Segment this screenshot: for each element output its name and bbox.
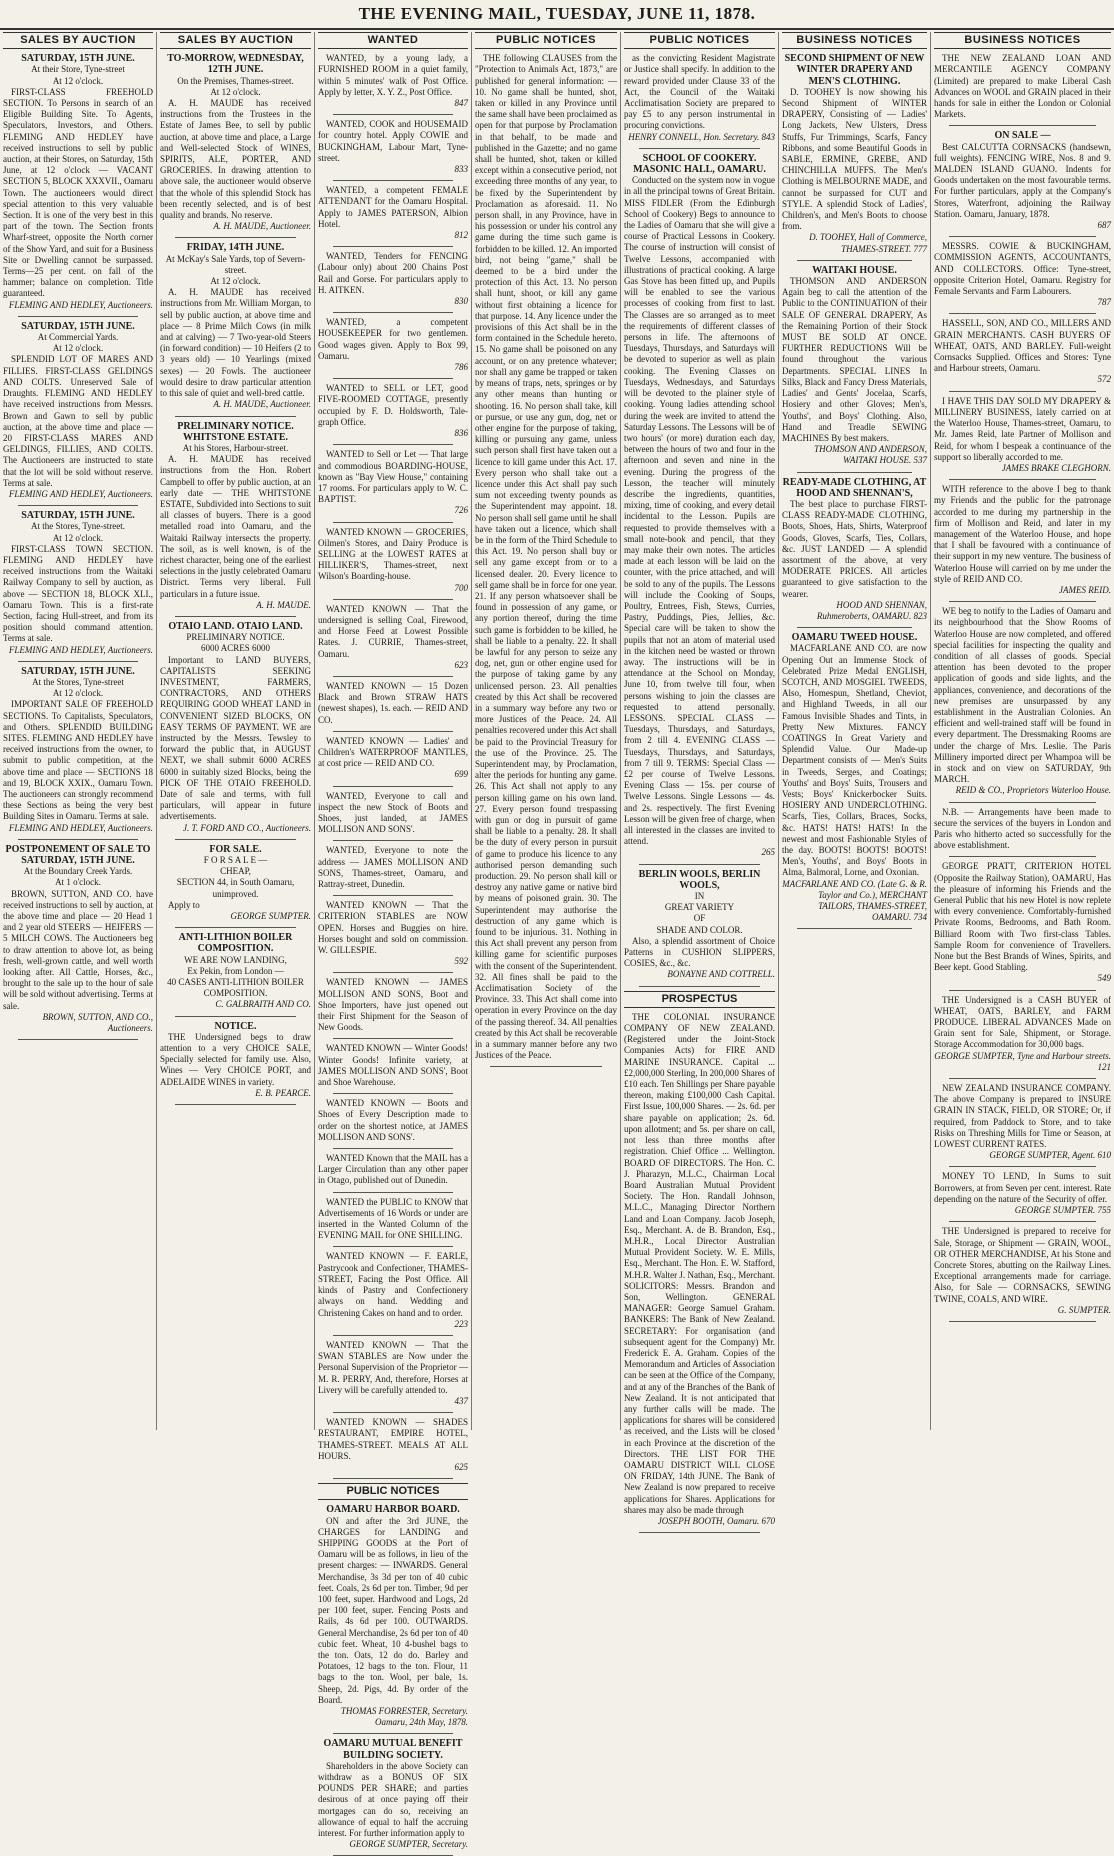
ad-title: NOTICE. [214,1020,257,1032]
ad-body: THE COLONIAL INSURANCE COMPANY OF NEW ZEALAND. (Registered under the Joint-Stock Companies Acts) for FIRE AND MARINE INSURANCE. Capital ... £2,000,000 Sterling, In 200,000 Shares of £10 each. Ten Shillings per Share payable thereon, making £100,000 Cash Capital. First Issue, 100,000 Shares. — 2s. 6d. per share payable on application; 2s. 6d. upon allotment; and 5s. per share on call, not less than three months after registration. Chief Office ... Wellington. BOARD OF DIRECTORS. The Hon. C. J. Pharazyn, M.L.C., Chairman Local Board Australian Mutual Provident Society. The Hon. Randall Johnson, M.L.C., Managing Director Northern Land and Loan Company. Jacob Joseph, Esq., Merchant. A. de B. Brandon, Esq., M.H.R., Local Director Australian Mutual Provident Society. W. E. Mills, Esq., Merchant. The Hon. E. W. Stafford, M.H.R. Walter J. Nathan, Esq., Merchant. SOLICITORS: Messrs. Brandon and Son, Wellington. GENERAL MANAGER: George Samuel Graham. BANKERS: The Bank of New Zealand. SECRETARY: For organisation (and subsequent agent for the Company) Mr. Frederick E. A. Graham. Copies of the Memorandum and Articles of Association can be seen at the Office of the Company, and at any of the Branches of the Bank of New Zealand. It is not anticipated that any further calls will be made. The applications for shares will be considered as received, and the Lists will be closed in each Province at the discretion of the Directors. THE LIST FOR THE OAMARU DISTRICT WILL CLOSE ON FRIDAY, 14th JUNE. The Bank of New Zealand is now prepared to receive applications for Shares. Applications for shares may also be made through [624,1011,775,1515]
ad-line: Ex Pekin, from London — [187,965,284,976]
ad-body: IMPORTANT SALE OF FREEHOLD SECTIONS. To Capitalists, Speculators, and Others. SPLENDID BUILDING SITES. FLEMING AND HEDLEY have received instructions from the owner, to submit to public competition, at the above time and place — SECTIONS 18 and 19, BLOCK XXIX., Oamaru Town. The auctioneers can strongly recommend these Sections as being the very best Building Sites in Oamaru. Terms at sale. [3,699,153,822]
ad-title: SATURDAY, 15TH JUNE. [21,53,135,65]
ad-body: BROWN, SUTTON, AND CO. have received instructions to sell by auction, at the above time and place — 20 Head 1 and 2 year old STEERS — HEIFERS — 5 MILCH COWS. The Auctioneers beg to draw attention to above lot, as being fresh, well-grown cattle, and well worth looking after. All Cattle, Horses, &c., brought to the sale up to the hour of sale will be sold without advertising. Terms at sale. [3,888,153,1011]
ad-body: WANTED, a competent HOUSEKEEPER for two gentlemen. Good wages given. Apply to Box 99, Oamaru. [318,317,468,361]
ad-title: FRIDAY, 14TH JUNE. [186,242,285,254]
ad-divider [175,416,296,417]
ad-line: At 12 o'clock. [210,86,261,97]
ad-divider [639,148,760,149]
ad-line: At 12 o'clock. [52,343,104,354]
ad-signature: 786 [454,362,468,373]
ad-body: WANTED, Everyone to call and inspect the new Stock of Boots and Shoes, just landed, at JAMES MOLLISON AND SONS'. [318,790,468,835]
column-public-notices-1 [472,32,621,1430]
ad-signature: 833 [454,164,468,175]
advertisement [318,1043,468,1088]
ad-title: BERLIN WOOLS, BERLIN WOOLS, [638,868,761,891]
ad-signature: THOMSON AND ANDERSON, WAITAKI HOUSE. 537 [814,444,927,466]
column-public-notices-2 [621,32,779,1526]
ad-divider [949,313,1096,314]
advertisement [624,1012,775,1527]
ad-title: WAITAKI HOUSE. [812,264,897,276]
ad-signature: THOMAS FORRESTER, Secretary. Oamaru, 24th May, 1878. [340,1706,468,1728]
ad-divider [333,1478,453,1479]
ad-body: NEW ZEALAND INSURANCE COMPANY. The above Company is prepared to INSURE GRAIN IN STACK, FIELD, OR STORE; Or, if required, from Paddock to Store, and to take Risks on Threshing Mills for Time or Season, at LOWEST CURRENT RATES. [934,1083,1111,1150]
ad-signature: GEORGE SUMPTER, Agent. 610 [989,1150,1111,1161]
ad-signature: JOSEPH BOOTH, Oamaru. 670 [657,1516,775,1526]
ad-divider [333,246,453,247]
ad-body: WANTED KNOWN — SHADES RESTAURANT, EMPIRE HOTEL, THAMES-STREET. MEALS AT ALL HOURS. [318,1417,468,1461]
column-business-notices-2 [931,32,1114,1430]
ad-line: At 12 o'clock. [210,276,261,287]
ad-signature: JAMES REID. [1059,584,1111,595]
ad-divider [949,802,1096,803]
advertisement [3,844,153,1034]
advertisement [934,606,1111,796]
ad-signature: C. GALBRAITH AND CO. [215,999,311,1010]
ad-signature: J. T. FORD AND CO., Auctioneers. [183,822,311,833]
ad-line: SECTION 44, in South Oamaru, unimproved. [176,877,295,899]
column-heading: BUSINESS NOTICES [934,32,1111,49]
ad-body: SPLENDID LOT OF MARES AND FILLIES. FIRST-CLASS GELDINGS AND COLTS. Unreserved Sale of Draughts. FLEMING AND HEDLEY have received instructions from Messrs. Brown and Gawn to sell by public auction, at the above time and place — 20 FIRST-CLASS MARES AND GELDINGS, FILLIES, AND COLTS. The Auctioneers are instructed to state that the lot will be sold without reserve. Terms at sale. [3,354,153,488]
ad-signature: REID & CO., Proprietors Waterloo House. [955,785,1111,796]
advertisement [624,53,775,143]
ad-divider [333,1192,453,1193]
ad-line: At Commercial Yards. [37,332,119,343]
ad-title: OAMARU MUTUAL BENEFIT BUILDING SOCIETY. [323,1738,463,1761]
advertisement [3,666,153,834]
advertisement [475,53,617,1061]
ad-body: MESSRS. COWIE & BUCKINGHAM, COMMISSION AGENTS, ACCOUNTANTS, AND COLLECTORS. Office: Tyne-street, opposite Criterion Hotel, Oamaru. Registry for Female Servants and Farm Labourers. [934,241,1111,297]
ad-signature: 687 [1097,220,1111,231]
ad-body: WITH reference to the above I beg to thank my Friends and the public for the patronage accorded to me during my partnership in the firm of Mollison and Reid, and later in my management of the Waterloo House, and hope that I shall be favoured with a continuance of their support in my new venture. The business of Waterloo House will carried on by me under the style of REID AND CO. [934,484,1111,584]
advertisement [318,736,468,781]
ad-body: as the convicting Resident Magistrate or Justice shall specify. In addition to the reward provided under Clause 33 of the Act, the Council of the Waitaki Acclimatisation Society are prepared to pay £5 to any person instrumental in procuring convictions. [624,53,775,131]
advertisement [318,791,468,836]
ad-signature: HENRY CONNELL, Hon. Secretary. 843 [628,131,775,142]
ad-body: I HAVE THIS DAY SOLD MY DRAPERY & MILLINERY BUSINESS, lately carried on at the Waterloo House, Thames-street, Oamaru, to Mr. James Reid, late Partner of Mollison and Reid, for whom I bespeak a continuance of the support so liberally accorded to me. [934,395,1111,462]
ad-line: At 12 o'clock. [52,688,104,699]
advertisement [934,1083,1111,1161]
ad-body: WANTED KNOWN — That the undersigned is selling Coal, Firewood, and Horse Feed at Lowest Possible Rates. J. CURRIE, Thames-street, Oamaru. [318,603,468,659]
ad-body: Shareholders in the above Society can withdraw as a BONUS OF SIX POUNDS PER SHARE; and parties desirous of at once paying off their mortgages can do so, receiving an allowance of equal to half the accruing interest. For further information apply to [318,1760,468,1839]
ad-signature: 830 [454,296,468,307]
ad-body: WANTED KNOWN — Winter Goods! Winter Goods! Infinite variety, at JAMES MOLLISON AND SONS', Boot and Shoe Warehouse. [318,1043,468,1088]
advertisement [3,53,153,311]
ad-body: A. H. MAUDE has received instructions from the Trustees in the Estate of James Bee, to sell by public auction, at above time and place, a Large and Well-selected Stock of WINES, SPIRITS, ALE, PORTER, AND GROCERIES. In drawing attention to above sale, the auctioneer would observe that the whole of this splendid Stock has been recently selected, and is of best quality and brands. No reserve. [160,98,311,221]
ad-line: PRELIMINARY NOTICE. [186,632,285,643]
ad-signature: 625 [454,1461,468,1472]
advertisement [160,242,311,410]
ad-body: D. TOOHEY Is now showing his Second Shipment of WINTER DRAPERY, Consisting of — Ladies' Long Jackets, New Ulsters, Dress Stuffs, Fur Trimmings, Scarfs, Fancy Ribbons, and some Beautiful Goods in SABLE, ERMINE, GREBE, AND CHINCHILLA MUFFS. The Men's Clothing is MELBOURNE MADE, and cannot be surpassed for CUT and STYLE. A splendid Stock of Ladies', Children's, and Men's Boots to choose from. [782,86,927,232]
ad-line: On the Premises, Thames-street. [177,75,294,86]
ad-divider [639,864,760,865]
advertisement [318,251,468,307]
ad-divider [333,1093,453,1094]
ad-title: READY-MADE CLOTHING, AT HOOD AND SHENNAN'S, [782,476,927,499]
ad-title: SCHOOL OF COOKERY. MASONIC HALL, OAMARU. [633,152,766,176]
ad-divider [949,990,1096,991]
ad-body: WE beg to notify to the Ladies of Oamaru and its neighbourhood that the Show Rooms of Waterloo House are now completed, and offered special facilities for inspecting the quality and condition of all classes of goods. Special attention has been devoted to the proper application of goods and side lights, and the appliances, convenience, and decorations of the new premises are unsurpassed by any establishment in the Australian Colonies. An efficient and well-trained staff will be found in every department. The Dressmaking Rooms are under the charge of Mrs. Leslie. The Paris Millinery imported direct per Whampoa will be in stock and on view on SATURDAY, 9th MARCH. [934,606,1111,785]
column-sales-by-auction-1 [0,32,157,1430]
ad-title: SATURDAY, 15TH JUNE. [21,665,135,677]
ad-divider [18,1039,138,1040]
ad-signature: E. B. PEARCE. [255,1087,311,1098]
ad-divider [949,125,1096,126]
ad-body: FIRST-CLASS FREEHOLD SECTION. To Persons in search of an Eligible Building Site. To Agents, Speculators, Investors, and Others. FLEMING AND HEDLEY have received instructions to sell by public auction, at their Stores, on Saturday, 15th June, at 12 o'clock — VACANT SECTION 5, BLOCK XXXVII., Oamaru Town. The auctioneers would direct special attention to this very valuable Section. It is one of the very best in this part of the town. The Section fronts Wharf-street, opposite the North corner of the Show Yard, and suit for a Business Site or Dwelling cannot be surpassed. Terms—25 per cent. on fall of the hammer; balance on completion. Title guaranteed. [3,86,153,299]
advertisement [318,317,468,373]
ad-divider [949,479,1096,480]
advertisement [318,1153,468,1187]
advertisement [160,421,311,611]
ad-body: THE Undersigned is prepared to receive for Sale, Storage, or Shipment — GRAIN, WOOL, OR OTHER MERCHANDISE, At his Stone and Concrete Stores, abutting on the Railway Lines. Exceptional arrangements made for carriage. Also, for Sale — CORNSACKS, SEWING TWINE, COALS, AND WIRE. [934,1226,1111,1304]
ad-line: At his Stores, Harbour-street. [182,442,289,453]
ad-signature: GEORGE SUMPTER, Tyne and Harbour streets. 121 [934,1050,1111,1072]
ad-body: MACFARLANE AND CO. are now Opening Out an Immense Stock of Celebrated Prize Medal ENGLISH, SCOTCH, AND MOSGIEL TWEEDS, Also, Homespun, Shetland, Cheviot, and Highland Tweeds, in all our Famous Invisible Shades and Tints, in Pretty New Mixtures. FANCY COATINGS In Great Variety and Splendid Value. Our Made-up Department consists of — Men's Suits in Tweeds, Serges, and Coatings; Youths' and Boys' Suits, Trousers and Vests; Boys' Knickerbocker Suits. HOSIERY AND UNDERCLOTHING. Scarfs, Ties, Collars, Braces, Socks, &c. HATS! HATS! HATS! In the newest and most Fashionable Styles of the day. BOOTS! BOOTS! BOOTS! Men's, Youths', and Boys' Boots in Alma, Balmoral, Lorne, and Oxonian. [782,643,927,878]
advertisement [934,861,1111,984]
ad-signature: 437 [454,1395,468,1406]
ad-line: CHEAP, [220,866,251,877]
ad-divider [333,522,453,523]
advertisement [318,681,468,726]
advertisement [934,1226,1111,1316]
ad-signature: 223 [454,1318,468,1329]
ad-divider [797,472,912,473]
ad-body: Also, a splendid assortment of Choice Patterns in CUSHION SLIPPERS, COSIES, &c., &c. [624,935,775,969]
ad-divider [333,180,453,181]
masthead: THE EVENING MAIL, TUESDAY, JUNE 11, 1878. [0,0,1114,30]
advertisement [782,477,927,623]
ad-body: WANTED KNOWN — That the CRITERION STABLES are NOW OPEN. Horses and Buggies on hire. Horses bought and sold on commission. W. GILLESPIE. [318,900,468,956]
advertisement [934,1171,1111,1216]
ad-divider [333,1148,453,1149]
ad-body: THE Undersigned begs to draw attention to a very CHOICE SALE, Specially selected for family use. Also, Wines — Very CHOICE PORT, and ADELAIDE WINES in variety. [160,1031,311,1087]
ad-signature: GEORGE SUMPTER. 755 [1014,1205,1111,1216]
advertisement [318,977,468,1033]
advertisement [318,1340,468,1407]
column-heading: PUBLIC NOTICES [475,32,617,49]
ad-signature: JAMES BRAKE CLEGHORN. [1001,462,1111,473]
ad-body: HASSELL, SON, AND CO., MILLERS AND GRAIN MERCHANTS. CASH BUYERS OF WHEAT, OATS, AND BARLEY. Full-weight Cornsacks Supplied. Offices and Stores: Tyne and Harbour streets, Oamaru. [934,318,1111,374]
ad-line: At the Stores, Tyne-street [32,676,124,687]
ad-title: SATURDAY, 15TH JUNE. [21,510,135,522]
advertisement [782,632,927,923]
ad-title: TO-MORROW, WEDNESDAY, 12TH JUNE. [167,53,304,76]
ad-body: THE NEW ZEALAND LOAN AND MERCANTILE AGENCY COMPANY (Limited) are prepared to make Liberal Cash Advances on WOOL and GRAIN placed in their hands for sale in either the London or Colonial Markets. [934,53,1111,120]
ad-divider [949,236,1096,237]
ad-body: WANTED to SELL or LET, good FIVE-ROOMED COTTAGE, presently occupied by F. D. Holdsworth, Tale-graph Office. [318,383,468,427]
ad-signature: A. H. MAUDE, Auctioneer. [213,221,311,232]
ad-signature: A. H. MAUDE. [256,599,311,610]
ad-body: Conducted on the system now in vogue in all the principal towns of Great Britain. MISS FIDLER (From the Edinburgh School of Cookery) Begs to announce to the Ladies of Oamaru that she will give a course of Practical Lessons in Cookery. The course of instruction will consist of Twelve Lessons, accompanied with illustrations of practical cooking. A large Gas Stove has been fitted up, and Pupils will be enabled to see the various processes of cooking from first to last. The Classes are so arranged as to meet the requirements of different classes of persons in life. The afternoons of Tuesdays, Thursdays, and Saturdays will be devoted to superior as well as plain cooking. The Evening Classes on Tuesdays, Wednesdays, and Saturdays will be devoted to the plainer style of cooking. Young ladies attending school during the week are invited to attend the Saturday Lessons. The Lessons will be of two hours' (or more) duration each day, between the hours of two and four in the afternoon and seven and nine in the evening. During the progress of the Lesson, the teacher will minutely describe the ingredients, quantities, mixing, time of cooking, and every detail incidental to the Lesson. Pupils are requested to provide themselves with a small note-book and pencil, that they may make their own notes. The articles made at each lesson will be laid on the counter, with the price attached, and will be sold to any of the pupils. The Lessons will include the Cooking of Soups, Poultry, Entrees, Fish, Stews, Curries, Pastry, Puddings, Pies, Jellies, &c. Special care will be taken to show the pupils that not an atom of material used in the kitchen need be wasted or thrown away. The instructions will be in attendance at the School on Monday, June 10, from twelve till four, when persons wishing to join the classes are requested to attend personally. LESSONS. SPECIAL CLASS — Tuesdays, Thursdays, and Saturdays, from 2 till 4. EVENING CLASS — Tuesdays, Thursdays, and Saturdays, from 7 till 9. TERMS: Special Class — £2 per course of Twelve Lessons. Evening Class — 15s. per course of Twelve Lessons. Single Lessons — 4s. and 2s. respectively. The first Evening Lesson will be given free of charge, when all interested in the classes are invited to attend. [624,175,775,847]
ad-body: THE Undersigned is a CASH BUYER of WHEAT, OATS, BARLEY, and FARM PRODUCE. LIBERAL ADVANCES Made on Grain sent for Sale, Shipment, or Storage. Storage Accommodation for 30,000 bags. [934,994,1111,1050]
ad-body: MONEY TO LEND, In Sums to suit Borrowers, at from Seven per cent. interest. Rate depending on the nature of the Security of offer. [934,1171,1111,1204]
advertisement [318,527,468,594]
ad-signature: BONAYNE AND COTTRELL. [667,969,775,980]
advertisement [624,869,775,981]
ad-title: OTAIO LAND. OTAIO LAND. [168,620,303,632]
advertisement [934,484,1111,596]
ad-divider [175,237,296,238]
ad-line: WE ARE NOW LANDING, [184,954,287,965]
ad-line: GREAT VARIETY [664,902,735,913]
ad-divider [18,839,138,840]
ad-signature: FLEMING AND HEDLEY, Auctioneers. [8,644,153,655]
advertisement [318,1504,468,1728]
ad-divider [333,114,453,115]
ad-signature: A. H. MAUDE, Auctioneer. [213,399,311,410]
ad-signature: 847 [454,98,468,109]
ad-line: At 12 o'clock. [52,532,104,543]
ad-signature: 700 [454,582,468,593]
ad-body: WANTED KNOWN — Boots and Shoes of Every Description made to order on the shortest notice, at JAMES MOLLISON AND SONS'. [318,1098,468,1142]
ad-body: WANTED, COOK and HOUSEMAID for country hotel. Apply COWIE and BUCKINGHAM, Labour Mart, Tyne-street. [318,119,468,163]
ad-body: GEORGE PRATT, CRITERION HOTEL (Opposite the Railway Station), OAMARU, Has the pleasure of informing his Friends and the General Public that his new Hotel is now replete with every convenience. Comfortably-furnished Private Rooms, Bedrooms, and Bath Room. Billiard Room with Two first-class Tables. Sample Room for convenience of Travellers. None but the Best Brands of Wines, Spirits, and Beer kept. Good Stabling. [934,861,1111,973]
ad-divider [175,927,296,928]
ad-divider [949,601,1096,602]
ad-title: FOR SALE. [209,843,262,855]
ad-divider [333,312,453,313]
ad-divider [949,391,1096,392]
ad-body: WANTED KNOWN — That the SWAN STABLES are Now under the Personal Supervision of the Proprietor — M. R. PERRY, And, therefore, Horses at Livery will be carefully attended to. [318,1339,468,1395]
ad-signature: 787 [1097,297,1111,308]
ad-body: WANTED, by a young lady, a FURNISHED ROOM in a quiet family, within 5 minutes' walk of Post Office. Apply by letter, X. Y. Z., Post Office. [318,53,468,97]
ad-divider [949,1166,1096,1167]
advertisement [934,241,1111,308]
ad-body: WANTED, a competent FEMALE ATTENDANT for the Oamaru Hospital. Apply to JAMES PATERSON, Albion Hotel. [318,185,468,229]
advertisement [318,53,468,109]
ad-title: SATURDAY, 15TH JUNE. [21,320,135,332]
ad-divider [333,1412,453,1413]
ad-line: SHADE AND COLOR. [656,924,743,935]
advertisement [160,621,311,834]
advertisement [318,845,468,890]
ad-divider [797,928,912,929]
ad-divider [18,661,138,662]
ad-line: F O R S A L E — [203,855,268,866]
ad-body: WANTED Known that the MAIL has a Larger Circulation than any other paper in Otago, published out of Dunedin. [318,1153,468,1186]
column-heading: WANTED [318,32,468,49]
ad-divider [333,378,453,379]
advertisement [934,53,1111,120]
ad-signature: FLEMING AND HEDLEY, Auctioneers. [8,822,153,833]
advertisement [318,1417,468,1473]
advertisement [318,119,468,175]
ad-title: PRELIMINARY NOTICE. WHITSTONE ESTATE. [177,420,294,443]
ad-title: OAMARU TWEED HOUSE. [791,632,918,644]
ad-line: OF [693,913,706,924]
advertisement [318,449,468,516]
ad-signature: 836 [454,428,468,439]
advertisement [782,53,927,255]
ad-divider [333,895,453,896]
ad-signature: MACFARLANE AND CO. (Late G. & R. Taylor and Co.), MERCHANT TAILORS, THAMES-STREET, OAMARU. 734 [782,878,927,923]
ad-divider [333,1038,453,1039]
advertisement [318,383,468,439]
column-business-notices-1 [779,32,931,1430]
ad-title: POSTPONEMENT OF SALE TO SATURDAY, 15TH JUNE. [5,843,151,867]
advertisement [3,510,153,656]
column-heading: BUSINESS NOTICES [782,32,927,49]
ad-signature: FLEMING AND HEDLEY, Auctioneers. [8,299,153,310]
advertisement [160,844,311,922]
ad-signature: GEORGE SUMPTER, Secretary. [349,1839,468,1850]
advertisement [318,900,468,967]
advertisement [782,265,927,467]
column-wanted [315,32,472,1850]
columns [0,32,1114,1850]
ad-signature: 699 [454,769,468,780]
ad-body: WANTED to Sell or Let — That large and commodious BOARDING-HOUSE, known as "Bay View House," containing 17 rooms. For particulars apply to W. C. BAPTIST. [318,449,468,505]
ad-body: Important to LAND BUYERS, CAPITALISTS SEEKING INVESTMENT, FARMERS, CONTRACTORS, AND OTHERS REQUIRING GOOD WHEAT LAND in CONVENIENT SIZED BLOCKS, ON EASY TERMS OF PAYMENT. WE are instructed by the Messrs. Tewsley to forward the public that, in AUGUST NEXT, we shall submit 6000 ACRES 6000 in suitably sized Blocks, being the PICK OF THE OTAIO FREEHOLD. Date of sale and terms, with full particulars, will appear in future advertisements. [160,654,311,822]
ad-divider [333,1733,453,1734]
ad-divider [333,444,453,445]
ad-body: A. H. MAUDE has received instructions from the Hon. Robert Campbell to offer by public auction, at an early date — THE WHITSTONE ESTATE, Subdivided into Sections to suit all classes of buyers. There is a good metalled road into Oamaru, and the Waitaki Railway intersects the property. The soil, as is well known, is of the richest character, being one of the earliest selections in the justly celebrated Oamaru District. Terms very liberal. Full particulars in a future issue. [160,454,311,599]
ad-divider [949,856,1096,857]
ad-divider [639,1532,760,1533]
ad-divider [175,839,296,840]
ad-line: At 1 o'clock. [55,877,101,888]
ad-signature: FLEMING AND HEDLEY, Auctioneers. [8,488,153,499]
ad-divider [490,1066,602,1067]
advertisement [934,396,1111,474]
ad-body: A. H. MAUDE has received instructions from Mr. William Morgan, to sell by public auction, at above time and place — 8 Prime Milch Cows (in milk and at calving) — 7 Two-year-old Steers (in forward condition) — 10 Heifers (2 to 3 years old) — 10 Yearlings (mixed sexes) — 20 Fowls. The auctioneer would desire to draw particular attention to this sale of quiet and well-bred cattle. [160,287,311,399]
advertisement [160,1021,311,1099]
ad-line: At 12 o'clock. [52,75,104,86]
ad-divider [333,840,453,841]
ad-signature: 592 [454,956,468,967]
ad-divider [949,1321,1096,1322]
ad-body: WANTED KNOWN — Ladies' and Children's WATERPROOF MANTLES, at cost price — REID AND CO. [318,735,468,769]
advertisement [318,1197,468,1242]
column-heading: SALES BY AUCTION [160,32,311,49]
ad-body: Apply to [168,899,200,910]
advertisement [934,807,1111,852]
ad-divider [175,1016,296,1017]
ad-title: ANTI-LITHION BOILER COMPOSITION. [178,932,293,955]
ad-body: WANTED, Everyone to note the address — JAMES MOLLISON AND SONS, Thames-street, Oamaru, and Rattray-street, Dunedin. [318,845,468,889]
ad-line: IN [694,891,705,902]
ad-body: THE following CLAUSES from the "Protection to Animals Act, 1873," are published for general information: — 10. No game shall be hunted, shot, taken or killed in any Province until the same shall have been proclaimed as open for that purpose by Proclamation in that behalf, to be made and published in the Gazette; and no game shall be hunted, shot, taken or killed except within a consecutive period, not exceeding three months of any year, to be fixed by the Superintendent by Proclamation as aforesaid. 11. No person shall, in any Province, have in his possession or under his control any game during the time such game is forbidden to be killed. 12. An imported bird, not being "game," shall be deemed to be a bird under the protection of this Act. 13. No person shall hunt, shoot, or kill any game without first obtaining a licence for that purpose. 14. Any licence under the provisions of this Act shall be in the form contained in the Schedule hereto. 15. No game shall be poisoned on any account, or on any pretence whatever; nor shall any game be trapped or taken by means of traps, nets, springes or by any other means than hunting or shooting. 16. No person shall take, kill or pursue, or use any gun, dog, net or other engine for the purpose of taking, killing or pursuing any game, unless such person shall first have taken out a licence to kill game under this Act. 17. Every person who shall take out a licence under this Act shall pay such sum not exceeding twenty pounds as the Superintendent may appoint. 18. No person shall sell game until he shall have taken out a licence, which shall be in the form of the Third Schedule to this Act. 19. No person shall buy or sell any game except from or to a licensed dealer. 20. Every licence to sell game shall be in force for one year. 21. If any person whatsoever shall be found in possession of any game, or any portion thereof, during the time such game is forbidden to be killed, he shall be liable to a penalty. 22. It shall be lawful for any person to seize any dog, net, gun or other engine used for the purpose of taking game by any unlicensed person. 23. All penalties created by this Act shall be recovered in a summary way before any two or more Justices of the Peace. 24. All penalties recovered under this Act shall be paid to the Provincial Treasury for the use of the Province. 25. The Superintendent may, by Proclamation, alter the periods for hunting any game. 26. This Act shall not apply to any person killing game on his own land. 27. Every person found trespassing with gun or dog in pursuit of game shall be liable to a penalty. 28. It shall be the duty of every person in pursuit of game to produce his licence to any authorised person demanding such production. 29. No person shall kill or destroy any native game or native bird by means of poisoned grain. 30. The Superintendent may authorise the destruction of any game which is found to be injurious. 31. Nothing in this Act shall prevent any person from killing game for scientific purposes with the consent of the Superintendent. 32. All fines shall be paid to the Acclimatisation Society of the Province. 33. This Act shall come into operation in every Province on the day of the passing thereof. 34. All penalties created by this Act shall be recoverable in a summary manner before any two Justices of the Peace. [475,53,617,1061]
advertisement [318,1098,468,1143]
ad-body: THOMSON AND ANDERSON Again beg to call the attention of the Public to the CONTINUATION of their SALE OF GENERAL DRAPERY, As the Remaining Portion of their Stock MUST BE SOLD AT ONCE. FURTHER REDUCTIONS Will be found throughout the various Departments. SPECIAL LINES In Silks, Black and Fancy Dress Materials, Ladies' and Gents' Jocelaa, Scarfs, Hosiery and other Gloves; Men's, Youths', and Boys' Clothing. Also, Hand and Treadle SEWING MACHINES By best makers. [782,276,927,443]
section-heading: PROSPECTUS [624,991,775,1008]
ad-divider [333,786,453,787]
column-heading: SALES BY AUCTION [3,32,153,49]
advertisement [160,932,311,1010]
ad-body: The best place to purchase FIRST-CLASS READY-MADE CLOTHING, Boots, Shoes, Hats, Shirts, Waterproof Goods, Gloves, Scarfs, Ties, Collars, &c. JUST LANDED — A splendid assortment of the above, at very MODERATE PRICES. All articles guaranteed to give satisfaction to the wearer. [782,498,927,599]
ad-signature: G. SUMPTER. [1057,1304,1111,1315]
advertisement [934,318,1111,385]
ad-body: FIRST-CLASS TOWN SECTION. FLEMING AND HEDLEY have received instructions from the Waitaki Railway Company to sell by auction, as above — SECTION 18, BLOCK XLI., Oamaru Town. This is a first-rate Section, facing Hull-street, and from its position should command attention. Terms at sale. [3,543,153,644]
ad-signature: BROWN, SUTTON, AND CO., Auctioneers. [42,1011,153,1034]
ad-divider [333,599,453,600]
ad-divider [797,627,912,628]
ad-signature: 265 [761,847,775,858]
ad-line: At the Boundary Creek Yards. [23,866,133,877]
advertisement [318,1251,468,1329]
ad-title: SECOND SHIPMENT OF NEW WINTER DRAPERY AND MEN'S CLOTHING. [784,53,925,87]
column-heading: PUBLIC NOTICES [624,32,775,49]
ad-line: At McKay's Sale Yards, top of Severn-street. [165,253,306,275]
ad-divider [175,1104,296,1105]
ad-line: At their Store, Tyne-street [31,64,125,75]
ad-body: WANTED, Tenders for FENCING (Labour only) about 200 Chains Post Rail and Gorse. For particulars apply to H. AITKEN. [318,251,468,295]
ad-body: N.B. — Arrangements have been made to secure the services of the buyers in London and Paris who hitherto acted so successfully for the above establishment. [934,806,1111,851]
advertisement [318,604,468,671]
advertisement [934,995,1111,1073]
ad-line: 6000 ACRES 6000 [200,643,270,654]
ad-divider [949,1221,1096,1222]
ad-divider [949,1078,1096,1079]
advertisement [624,153,775,859]
ad-body: WANTED KNOWN — 15 Dozen Black and Brown STRAW HATS (newest shapes), 1s. each. — REID AND CO. [318,680,468,725]
ad-divider [639,986,760,987]
ad-divider [18,316,138,317]
ad-title: ON SALE — [994,130,1051,142]
ad-divider [333,731,453,732]
advertisement [160,53,311,232]
ad-body: WANTED KNOWN — F. EARLE, Pastrycook and Confectioner, THAMES-STREET, Facing the Post Office. All kinds of Pastry and Confectionery always on hand. Wedding and Christening Cakes on hand and to order. [318,1251,468,1318]
ad-line: 40 CASES ANTI-LITHION BOILER COMPOSITION. [167,977,304,999]
ad-signature: 812 [454,230,468,241]
ad-signature: GEORGE SUMPTER. [230,911,311,922]
ad-signature: 572 [1097,374,1111,385]
advertisement [318,185,468,241]
column-sales-by-auction-2 [157,32,315,1430]
ad-divider [797,260,912,261]
advertisement [318,1738,468,1850]
ad-divider [333,1246,453,1247]
ad-divider [18,505,138,506]
ad-body: Best CALCUTTA CORNSACKS (handsewn, full weights). FENCING WIRE, Nos. 8 and 9. MALDEN ISLAND GUANO. Indents for Goods undertaken on the most favourable terms. For further particulars, apply at the Company's Stores, Waterfront, adjoining the Railway Station. Oamaru, January, 1878. [934,141,1111,219]
ad-divider [333,972,453,973]
ad-signature: HOOD AND SHENNAN, Ruhmeroberts, OAMARU. 823 [816,599,927,621]
ad-signature: D. TOOHEY, Hall of Commerce, THAMES-STREET. 777 [809,232,927,254]
advertisement [3,321,153,500]
ad-divider [333,1335,453,1336]
ad-body: WANTED KNOWN — GROCERIES, Oilmen's Stores, and Dairy Produce is SELLING at the LOWEST RATES at HILLIKER'S, Thames-street, next Wilson's Boarding-house. [318,526,468,582]
ad-line: At the Stores, Tyne-street. [31,521,125,532]
ad-signature: 623 [454,659,468,670]
section-heading: PUBLIC NOTICES [318,1483,468,1500]
advertisement [934,130,1111,231]
ad-signature: 549 [1097,973,1111,984]
ad-title: OAMARU HARBOR BOARD. [326,1504,460,1516]
ad-body: ON and after the 3rd JUNE, the CHARGES for LANDING and SHIPPING GOODS at the Port of Oamaru will be as follows, in lieu of the present charges: — INWARDS. General Merchandise, 3s 3d per ton of 40 cubic feet. Coals, 2s 6d per ton. Timber, 9d per 100 feet, super. Hardwood and Logs, 2d per 100 feet, super. Fencing Posts and Rails, 4s 6d per 100. OUTWARDS. General Merchandise, 2s 6d per ton of 40 cubic feet. Wheat, 10 4-bushel bags to the ton. Oats, 12 do do. Barley and Potatoes, 12 bags to the ton. Flour, 11 bags to the ton. Wool, per bale, 1s. Sheep, 2d. Pigs, 4d. By order of the Board. [318,1515,468,1705]
ad-body: WANTED KNOWN — JAMES MOLLISON AND SONS, Boot and Shoe Importers, have just opened out their First Shipment for the Season of New Goods. [318,977,468,1033]
ad-signature: 726 [454,505,468,516]
ad-body: WANTED the PUBLIC to KNOW that Advertisements of 16 Words or under are inserted in the Wanted Column of the EVENING MAIL for ONE SHILLING. [318,1196,468,1241]
ad-divider [175,616,296,617]
ad-divider [333,676,453,677]
